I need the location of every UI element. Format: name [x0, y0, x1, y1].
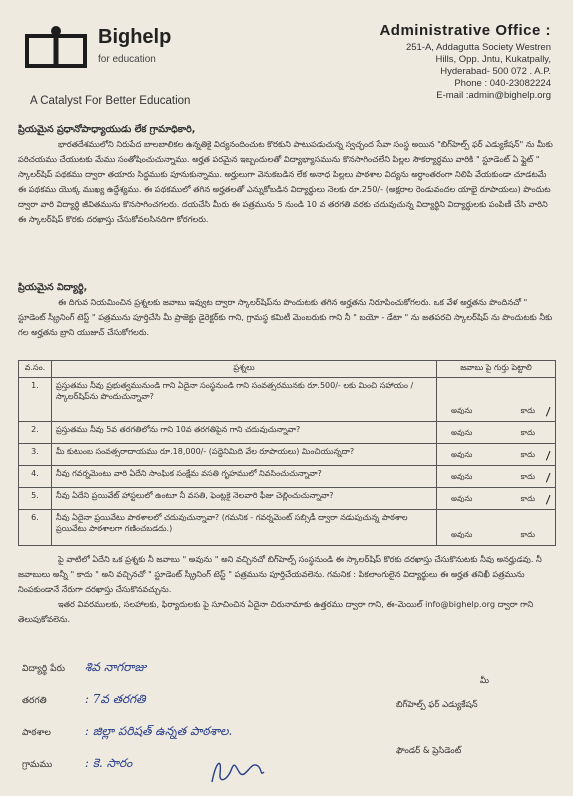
eligibility-note: పై వాటిలో ఏదేని ఒక ప్రశ్నకు నీ జవాబు " అవును " అని వచ్చినచో బిగ్‌హెల్ప్ సంస్థనుండి ఈ స్కాలర్‌షిప్ కొరకు దరఖాస్తు చేసుకొనుటకు నీవు అనర్హుడవు. నీ జవాబులు అన్నీ " కాదు " అని వచ్చినచో " స్టూడెంట్ స్క్రీనింగ్ టెస్ట్ " పత్రమును పూర్తిచేయవలెను. గమనిక : పికలాంగులైన విద్యార్థులు ఈ అర్హత తనిఖీ పత్రమును నింపకుండానే నేరుగా దరఖాస్తు చేసుకొనవచ్చును.: [18, 554, 542, 594]
salutation-student: ప్రియమైన విద్యార్థి,: [18, 282, 88, 293]
letter-section-2: [18, 280, 556, 340]
answer-cell[interactable]: [437, 510, 556, 546]
answer-no[interactable]: కాదు: [520, 406, 535, 415]
answer-yes[interactable]: అవును: [451, 530, 473, 539]
answer-no[interactable]: కాదు: [520, 472, 535, 481]
question-text: ప్రస్తుతము నీవు 5వ తరగతిలోను గాని 10వ తరగతిపైన గాని చదువుచున్నావా?: [52, 422, 437, 444]
answer-cell[interactable]: [437, 422, 556, 444]
answer-no[interactable]: కాదు: [520, 428, 535, 437]
row-number: 3.: [19, 444, 52, 466]
table-row: [19, 488, 556, 510]
header-answer: జవాబు పై గుర్తు పెట్టాలి: [437, 361, 556, 378]
tick-mark-icon: [537, 403, 550, 416]
answer-yes[interactable]: అవును: [451, 494, 473, 503]
contact-note: ఇతర వివరములకు, సలహాలకు, ఫిర్యాదులకు పై సూచించిన ఏదైనా చిరునామాకు ఉత్తరము ద్వారా గాని, ఈ-మెయిల్ info@bighelp.org ద్వారా గాని తెలుపుకోవలెను.: [18, 599, 534, 624]
answer-cell[interactable]: [437, 378, 556, 422]
header-serial: వ.సం.: [19, 361, 52, 378]
table-row: [19, 510, 556, 546]
instruction-paragraph: ఈ దిగువ నియమించిన ప్రశ్నలకు జవాబు ఇవ్వుట ద్వారా స్కాలర్‌షిప్‌ను పొందుటకు తగిన అర్హతను నిరూపించుకోగలరు. ఒక వేళ అర్హతను పొందినచో " స్టూడెంట్ స్క్రీనింగ్ టెస్ట్ " పత్రమును పూర్తిచేసి మీ ప్రాజెక్టు డైరెక్టర్‌కు గాని, గ్రామస్థ కమిటీ మెంబరుకు గాని నీ " బయో - డేటా " ను జతపరచి స్కాలర్‌షిప్ ను పొందుటకు నీకు గల అర్హతను బ్రాని యుజుచ్ చేసుకోగలరు.: [18, 297, 553, 337]
question-text: మీ కుటుంబ సంవత్సరాదాయము రూ.18,000/- (పద్దెనిమిది వేల రూపాయలు) మించియున్నదా?: [52, 444, 437, 466]
tick-mark-icon: [537, 447, 550, 460]
brand-subtitle: for education: [98, 54, 156, 65]
question-text: నీవు ఏదేని ప్రయివేట్ హాస్టలులో ఉంటూ నీ వసతి, ఫెంట్లకై నెలవారి ఫీజు చెల్లించుచున్నావా?: [52, 488, 437, 510]
office-line: 251-A, Addagutta Society Westren: [405, 42, 551, 53]
office-line: Hyderabad- 500 072 . A.P.: [440, 66, 551, 77]
tagline: A Catalyst For Better Education: [30, 95, 191, 107]
letter-section-1: [18, 122, 556, 227]
office-address-block: [351, 22, 551, 102]
table-header-row: [19, 361, 556, 378]
school-value: : జిల్లా పరిషత్ ఉన్నత పాఠశాల.: [84, 724, 233, 738]
table-row: [19, 378, 556, 422]
village-row: [22, 756, 132, 773]
eligibility-table: [18, 360, 556, 546]
class-value: : 7వ తరగతి: [84, 692, 146, 706]
yours-text: మీ: [480, 676, 489, 686]
brand-name: Bighelp: [98, 26, 172, 48]
answer-yes[interactable]: అవును: [451, 450, 473, 459]
school-label: పాఠశాల: [22, 728, 51, 738]
notes-section: [18, 552, 556, 627]
answer-no[interactable]: కాదు: [520, 494, 535, 503]
organization-signature: బిగ్‌హెల్ప్ ఫర్ ఎడ్యుకేషన్: [396, 700, 478, 710]
class-row: [22, 692, 146, 709]
table-row: [19, 466, 556, 488]
table-row: [19, 422, 556, 444]
answer-yes[interactable]: అవును: [451, 406, 473, 415]
row-number: 2.: [19, 422, 52, 444]
office-title: Administrative Office :: [379, 22, 551, 39]
table-row: [19, 444, 556, 466]
answer-cell[interactable]: [437, 466, 556, 488]
intro-paragraph: భారతదేశములోని నిరుపేద బాలబాలికల ఉన్నతికై విద్యనందించుట కొరకుని పాటుపడుచున్న స్వచ్ఛంద సేవా సంస్థ అయిన "బిగ్‌హెల్ప్ ఫర్ ఎడ్యుకేషన్" ను మీకు పరిచయము చేయుటకు మేము సంతోషించుచున్నాము. అర్హత పరమైన ఇబ్బందులతో విద్యాభ్యాసమును కొనసాగించలేని పిల్లల సౌకర్యార్ధము వారికి " స్టూడెంట్ ఏ ఫ్లైట్ " స్కాలర్‌షిప్ పథకము ద్వారా తయారు సిద్ధముకు పూనుకున్నాము. అర్హులుగా వెనుకబడిన లేక అనాధ పిల్లలు పాఠశాల విద్యను అర్ధాంతరంగా నిలిపి వేయకుండా చూడటమే ఈ పథకము యొక్క ముఖ్య ఉద్దేశ్యము. ఈ పథకములో తగిన అర్హతలతో ఎన్నుకోబడిన విద్యార్థులు నెలకు రూ.250/- (అక్షరాల రెండువందల యాభై రూపాయలు) పొందుట ద్వారా వారి విద్యార్థి జీవితమును కొనసాగించగలరు. దయచేసి మీరు ఈ పత్రమును 5 నుండి 10 వ తరగతి వరకు చదువుచున్న విద్యార్థిని విద్యార్థులకు పంపిణీ చేసి వారిని ఈ స్కాలర్‌షిప్ కొరకు దరఖాస్తు చేసుకోవలసినదిగా కోరగలరు.: [18, 139, 553, 224]
office-email: E-mail :admin@bighelp.org: [436, 90, 551, 101]
student-name-value: శివ నాగరాజు: [84, 660, 147, 674]
answer-cell[interactable]: [437, 488, 556, 510]
office-line: Phone : 040-23082224: [454, 78, 551, 89]
tick-mark-icon: [537, 491, 550, 504]
answer-yes[interactable]: అవును: [451, 428, 473, 437]
question-text: నీవు గవర్నమెంటు వారి ఏదేని సాంఘిక సంక్షేమ వసతి గృహములో నివసించుచున్నావా?: [52, 466, 437, 488]
village-value: : కె. సారం: [84, 756, 133, 770]
signature-icon: [208, 752, 268, 788]
answer-yes[interactable]: అవును: [451, 472, 473, 481]
village-label: గ్రామము: [22, 760, 53, 770]
office-line: Hills, Opp. Jntu, Kukatpally,: [435, 54, 551, 65]
student-name-row: [22, 660, 146, 677]
book-logo-icon: [24, 24, 88, 70]
answer-cell[interactable]: [437, 444, 556, 466]
row-number: 6.: [19, 510, 52, 546]
student-name-label: విద్యార్థి పేరు: [22, 664, 65, 674]
header-questions: ప్రశ్నలు: [52, 361, 437, 378]
answer-no[interactable]: కాదు: [520, 450, 535, 459]
school-row: [22, 724, 232, 741]
answer-no[interactable]: కాదు: [520, 530, 535, 539]
row-number: 5.: [19, 488, 52, 510]
question-text: నీవు ఏదైనా ప్రయివేటు పాఠశాలలో చదువుచున్నావా? (గమనిక - గవర్నమెంట్ సబ్సిడీ ద్వారా నడుపుచున్న పాఠశాల ప్రయివేటు పాఠశాలగా గణించబడదు.): [52, 510, 437, 546]
row-number: 1.: [19, 378, 52, 422]
tick-mark-icon: [537, 469, 550, 482]
class-label: తరగతి: [22, 696, 47, 706]
founder-title: ఫౌండర్ & ప్రెసిడెంట్: [396, 746, 462, 756]
salutation-headmaster: ప్రియమైన ప్రధానోపాధ్యాయుడు లేక గ్రామాధికారి,: [18, 124, 196, 135]
row-number: 4.: [19, 466, 52, 488]
question-text: ప్రస్తుతము నీవు ప్రభుత్వమునుండి గాని ఏదైనా సంస్థనుండి గాని సంవత్సరమునకు రూ.500/- లకు మించి సహాయం / స్కాలర్‌షిప్‌ను పొందుచున్నావా?: [52, 378, 437, 422]
